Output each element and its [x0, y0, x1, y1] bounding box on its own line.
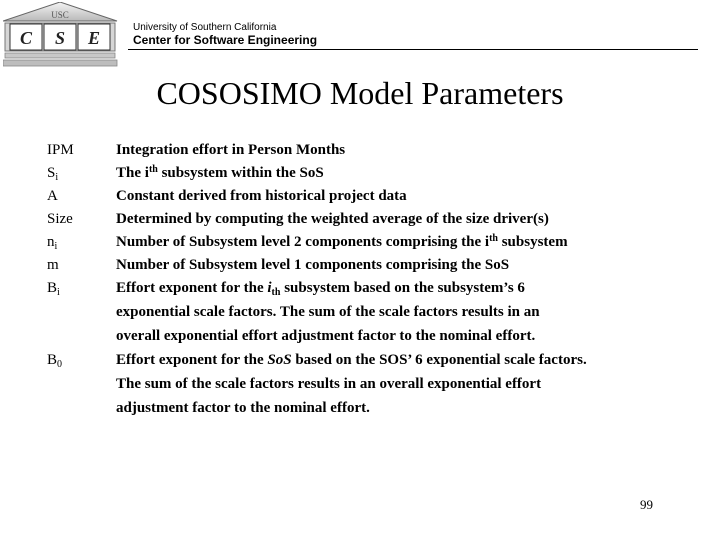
center-name: Center for Software Engineering [133, 33, 318, 47]
param-def-size: Determined by computing the weighted average of the size driver(s) [116, 211, 549, 227]
logo-letter-s: S [54, 28, 66, 48]
param-def-bi [116, 276, 540, 348]
param-def-b0 [116, 348, 587, 420]
university-name: University of Southern California [133, 22, 277, 33]
page-number: 99 [640, 497, 653, 512]
param-def-bi-line-2: exponential scale factors. The sum of the scale factors results in an [116, 304, 540, 320]
cse-logo [3, 2, 118, 68]
cse-logo-graphic [3, 2, 118, 68]
param-def-ni: Number of Subsystem level 2 components comprising the $i^{th}$ subsystem [116, 233, 568, 250]
header-rule [128, 49, 698, 50]
logo-roof-text: USC [51, 10, 69, 20]
param-def-b0-line-2: The sum of the scale factors results in an overall exponential effort [116, 376, 542, 392]
param-def-bi-line-1: Effort exponent for the $i_{th}$ subsystem based on the subsystem’s 6 [116, 280, 525, 298]
logo-letter-c: C [19, 28, 33, 48]
param-term-a: A [47, 188, 58, 204]
param-def-si: The $i^{th}$ subsystem within the SoS [116, 164, 324, 181]
param-def-ipm: Integration effort in Person Months [116, 142, 346, 158]
param-term-si: $S_i$ [47, 165, 59, 183]
param-def-b0-line-1: Effort exponent for the SoS based on the SOS’ 6 exponential scale factors. [116, 352, 587, 368]
param-def-bi-line-3: overall exponential effort adjustment factor to the nominal effort. [116, 328, 536, 344]
page-title: COSOSIMO Model Parameters [156, 75, 564, 111]
param-term-bi: $B_i$ [47, 280, 60, 298]
param-def-b0-line-3: adjustment factor to the nominal effort. [116, 400, 370, 416]
param-term-ni: $n_i$ [47, 234, 58, 252]
param-term-m: m [47, 257, 59, 273]
param-term-size: Size [47, 211, 73, 227]
param-def-a: Constant derived from historical project data [116, 188, 407, 204]
param-term-ipm: IPM [47, 142, 74, 158]
param-term-b0: $B_0$ [47, 352, 63, 370]
header-text [133, 22, 317, 47]
param-def-m: Number of Subsystem level 1 components comprising the SoS [116, 257, 510, 273]
logo-letter-e: E [87, 28, 101, 48]
